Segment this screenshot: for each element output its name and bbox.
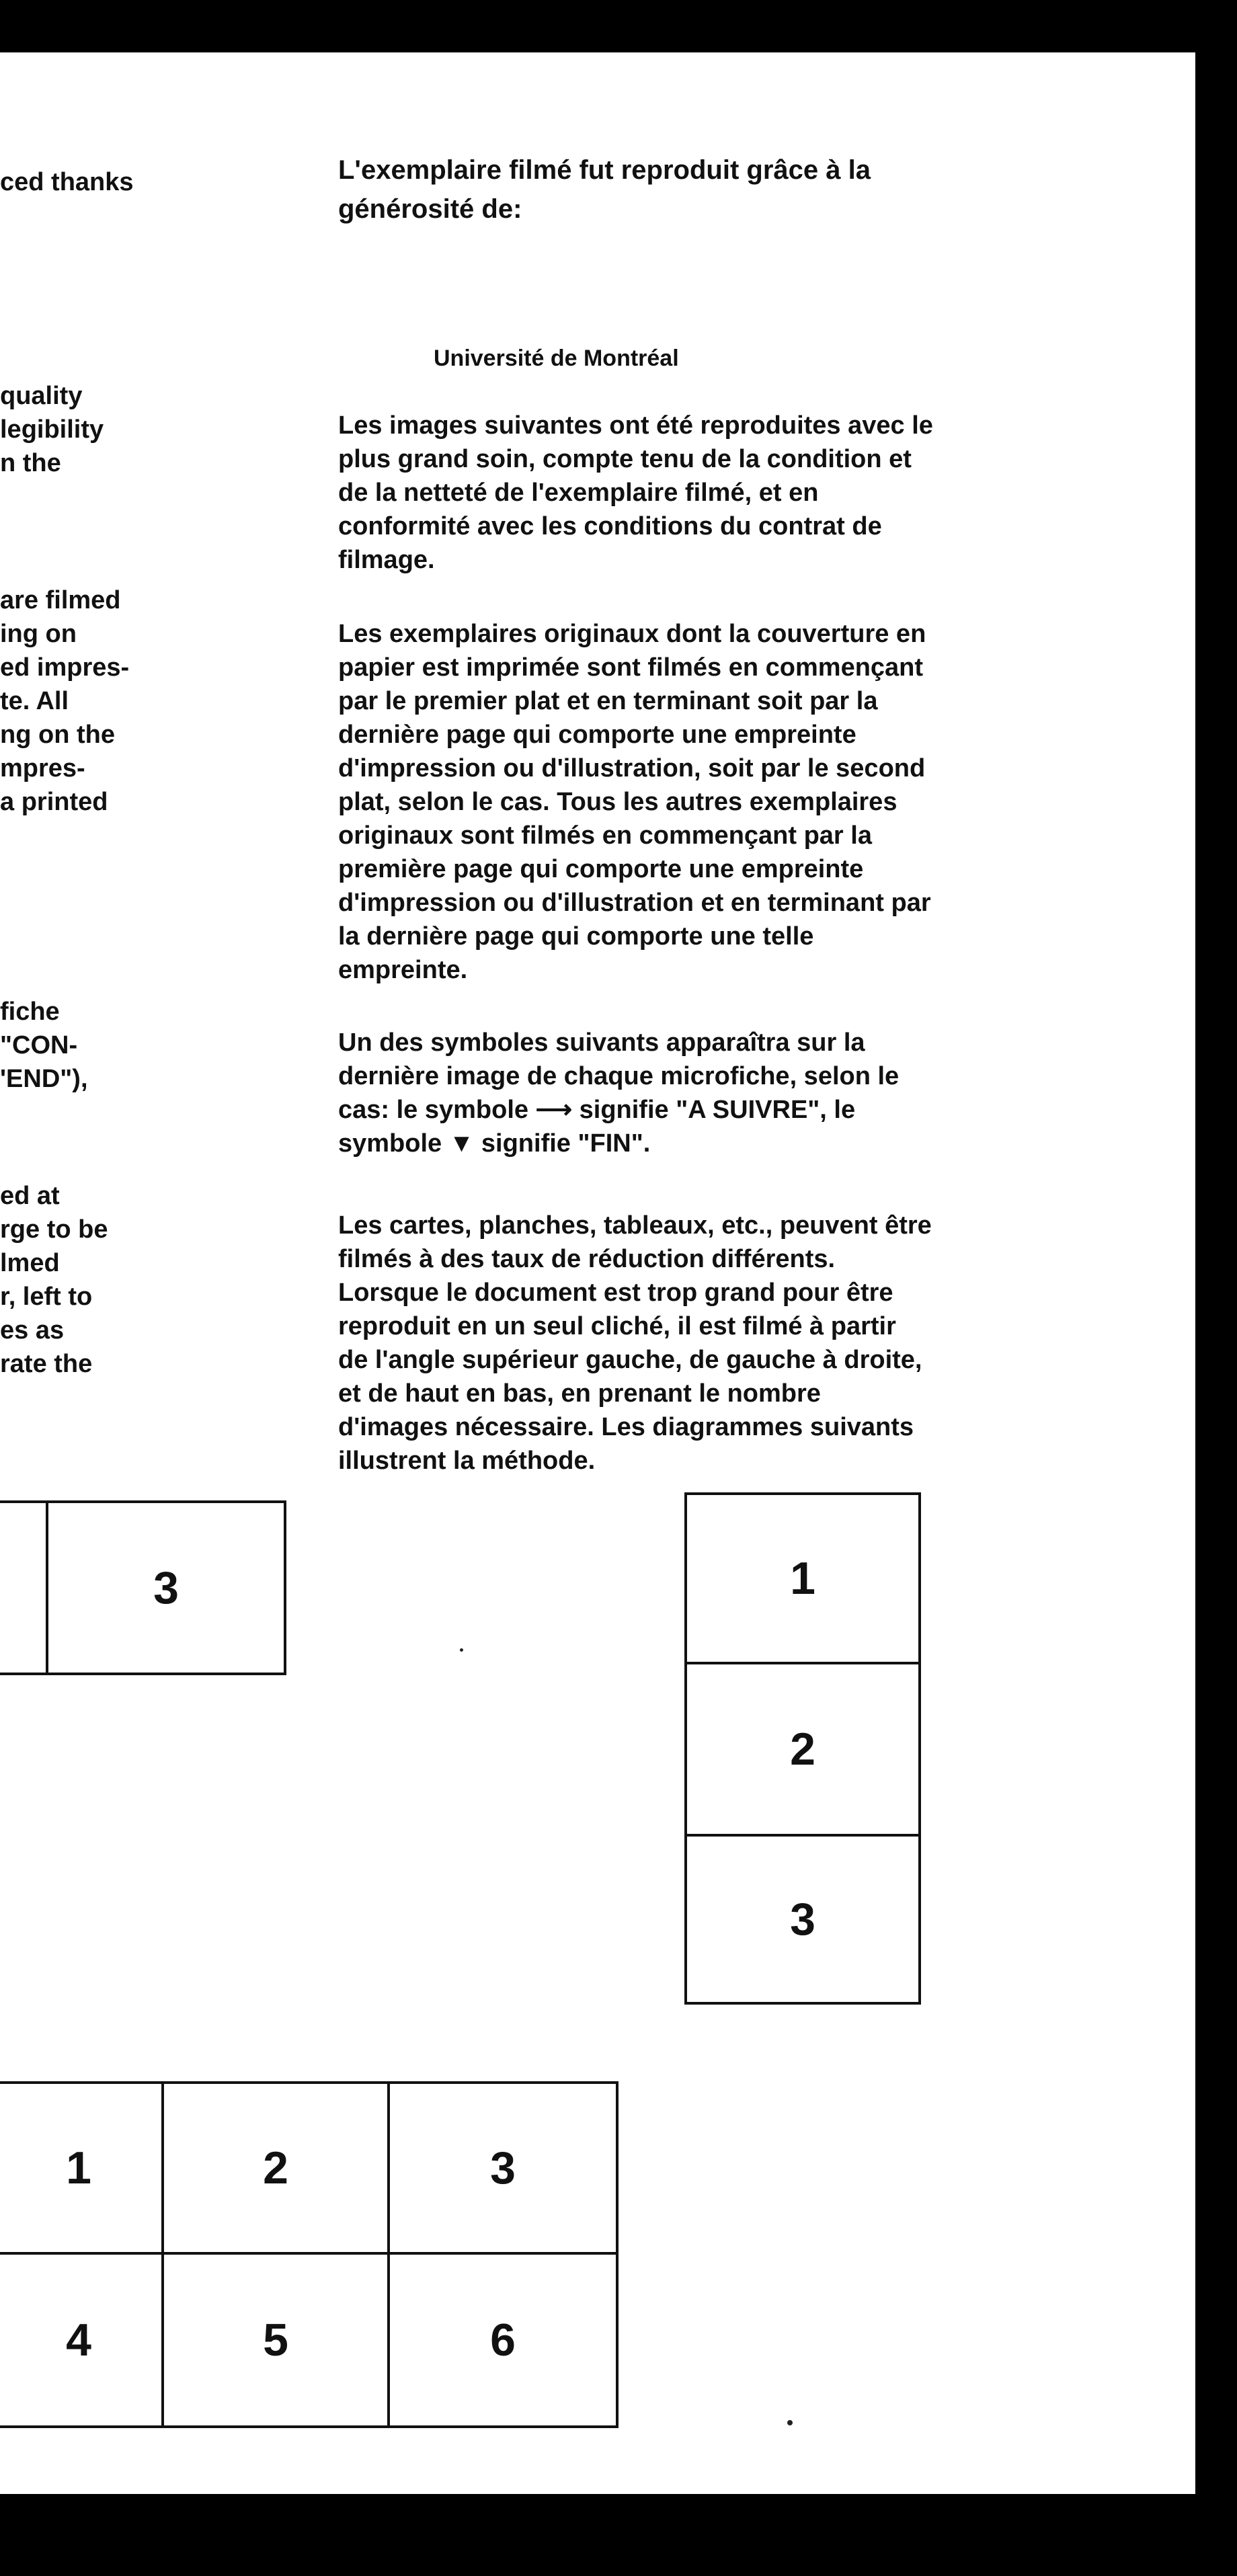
institution-name: Université de Montréal	[434, 346, 679, 371]
scan-speck	[787, 2420, 793, 2425]
left-fragment-4: fiche "CON- 'END"),	[0, 998, 88, 1093]
diagram-grid	[0, 2081, 618, 2428]
diagram-grid-cell: 4	[66, 2315, 91, 2366]
diagram-grid-cell: 6	[490, 2315, 516, 2366]
diagram-grid-cell: 5	[263, 2315, 288, 2366]
diagram-column	[684, 1492, 921, 2005]
left-fragment-5: ed at rge to be lmed r, left to es as rate the	[0, 1182, 108, 1378]
paragraph-3: Un des symboles suivants apparaîtra sur la dernière image de chaque microfiche, selon le cas: le symbole ⟶ signifie "A SUIVRE", le symbole ▼ signifie "FIN".	[338, 1029, 900, 1158]
left-fragment-3: are filmed ing on ed impres- te. All ng on the mpres- a printed	[0, 586, 130, 816]
diagram-grid-cell: 2	[263, 2142, 288, 2193]
diagram-grid-cell: 1	[66, 2142, 91, 2193]
diagram-column-cell: 1	[790, 1553, 815, 1604]
left-fragment-2: quality legibility n the	[0, 382, 104, 477]
paragraph-2: Les exemplaires originaux dont la couverture en papier est imprimée sont filmés en commençant par le premier plat et en terminant soit par la dernière page qui comporte une empreinte d'impression ou d'illustration, soit par le second plat, selon le cas. Tous les autres exemplaires originaux sont filmés en commençant par la première page qui comporte une empreinte d'impression ou d'illustration et en terminant par la dernière page qui comporte une telle empreinte.	[338, 620, 931, 984]
diagram-row-cell: 3	[153, 1562, 179, 1613]
scan-speck	[460, 1648, 463, 1652]
paragraph-4: Les cartes, planches, tableaux, etc., peuvent être filmés à des taux de réduction différents. Lorsque le document est trop grand pour être reproduit en un seul cliché, il est filmé à partir de l'angle supérieur gauche, de gauche à droite, et de haut en bas, en prenant le nombre d'images nécessaire. Les diagrammes suivants illustrent la méthode.	[338, 1211, 932, 1475]
paragraph-1: Les images suivantes ont été reproduites avec le plus grand soin, compte tenu de la condition et de la netteté de l'exemplaire filmé, et en conformité avec les conditions du contrat de filmage.	[338, 411, 933, 574]
diagram-grid-cell: 3	[490, 2142, 516, 2193]
header-text: L'exemplaire filmé fut reproduit grâce à la générosité de:	[338, 155, 871, 224]
diagram-column-cell: 3	[790, 1894, 815, 1945]
diagram-row	[0, 1500, 286, 1675]
document-page	[0, 52, 1195, 2494]
diagram-column-cell: 2	[790, 1724, 815, 1775]
left-fragment-1: ced thanks	[0, 168, 134, 196]
